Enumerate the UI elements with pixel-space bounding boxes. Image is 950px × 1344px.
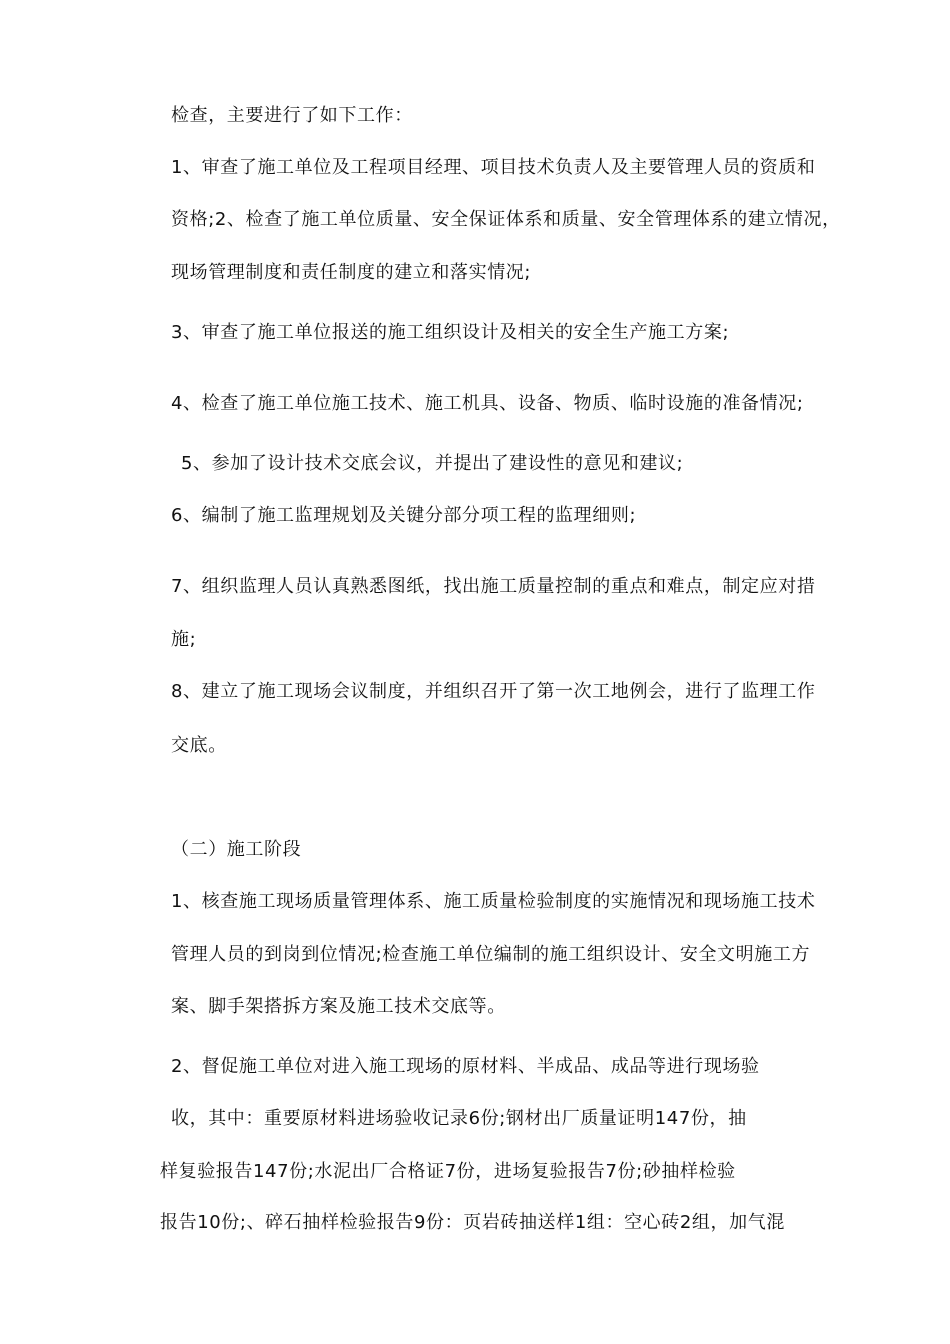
text-line-item-1b: 资格;2、检查了施工单位质量、安全保证体系和质量、安全管理体系的建立情况， [171,209,841,230]
section-heading: （二）施工阶段 [171,839,302,860]
text-line-item-3: 3、审查了施工单位报送的施工组织设计及相关的安全生产施工方案; [171,322,730,343]
text-line-item-5: 5、参加了设计技术交底会议，并提出了建设性的意见和建议; [181,453,684,474]
text-line-item-8b: 交底。 [171,735,227,756]
text-line-stage-2b: 收，其中：重要原材料进场验收记录6份;钢材出厂质量证明147份，抽 [171,1108,747,1129]
text-line-stage-1a: 1、核查施工现场质量管理体系、施工质量检验制度的实施情况和现场施工技术 [171,891,816,912]
text-line-item-1a: 1、审查了施工单位及工程项目经理、项目技术负责人及主要管理人员的资质和 [171,157,816,178]
text-line-stage-1c: 案、脚手架搭拆方案及施工技术交底等。 [171,996,506,1017]
text-line-stage-1b: 管理人员的到岗到位情况;检查施工单位编制的施工组织设计、安全文明施工方 [171,944,811,965]
text-line-item-7a: 7、组织监理人员认真熟悉图纸，找出施工质量控制的重点和难点，制定应对措 [171,576,816,597]
text-line-item-6: 6、编制了施工监理规划及关键分部分项工程的监理细则; [171,505,637,526]
text-line-item-8a: 8、建立了施工现场会议制度，并组织召开了第一次工地例会，进行了监理工作 [171,681,816,702]
text-line-item-4: 4、检查了施工单位施工技术、施工机具、设备、物质、临时设施的准备情况; [171,393,804,414]
text-line-stage-2c: 样复验报告147份;水泥出厂合格证7份，进场复验报告7份;砂抽样检验 [160,1161,736,1182]
text-line-item-7b: 施; [171,629,197,650]
text-line-stage-2d: 报告10份;、碎石抽样检验报告9份：页岩砖抽送样1组：空心砖2组，加气混 [160,1212,785,1233]
text-line-item-1c: 现场管理制度和责任制度的建立和落实情况; [171,262,532,283]
text-line-stage-2a: 2、督促施工单位对进入施工现场的原材料、半成品、成品等进行现场验 [171,1056,760,1077]
text-line-intro: 检查，主要进行了如下工作： [171,105,413,126]
